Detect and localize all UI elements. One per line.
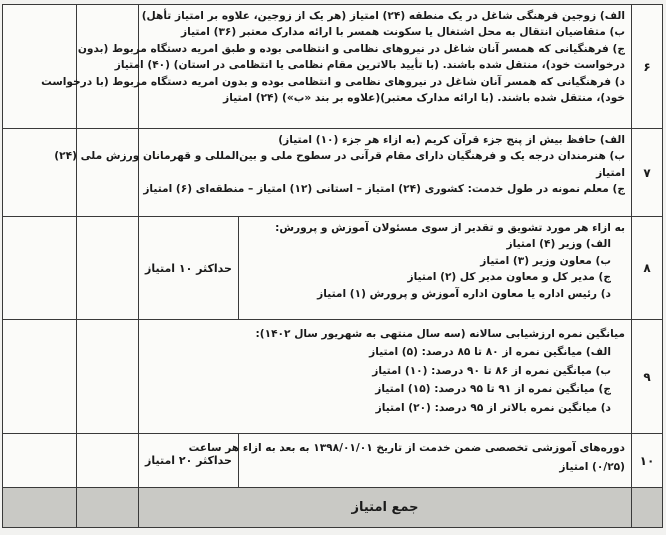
- max-score: حداکثر ۱۰ امتیاز: [139, 217, 239, 320]
- table-row: [3, 217, 663, 320]
- row-criteria: [41, 5, 632, 129]
- criteria-line: ج) مدیر کل و معاون مدیر کل (۲) امتیاز: [407, 271, 611, 284]
- criteria-line: د) فرهنگیانی که همسر آنان شاغل در نیروهای نظامی و انتظامی بوده و بدون امریه دستگاه مربوط (با درخواست: [41, 75, 625, 88]
- row-criteria: [239, 217, 632, 320]
- criteria-line: ج) میانگین نمره از ۹۱ تا ۹۵ درصد: (۱۵) امتیاز: [375, 383, 611, 396]
- criteria-line: (۰/۲۵) امتیاز: [559, 461, 625, 474]
- criteria-line: د) رئیس اداره یا معاون اداره آموزش و پرورش (۱) امتیاز: [317, 287, 611, 300]
- empty-cell: [77, 434, 139, 488]
- empty-cell: [3, 488, 77, 528]
- row-number: ۸: [632, 217, 663, 320]
- empty-cell: [3, 217, 77, 320]
- criteria-line: دوره‌های آموزشی تخصصی ضمن خدمت از تاریخ ۱۳۹۸/۰۱/۰۱ به بعد به ازاء هر ساعت: [188, 442, 625, 454]
- row-number: ۹: [632, 320, 663, 434]
- criteria-line: درخواست خود)، منتقل شده باشند. (با تأیید بالاترین مقام نظامی یا انتظامی در استان) (۴۰) امتیاز: [114, 59, 625, 72]
- criteria-line: ب) معاون وزیر (۳) امتیاز: [480, 254, 611, 267]
- empty-cell: [3, 320, 77, 434]
- criteria-line: الف) میانگین نمره از ۸۰ تا ۸۵ درصد: (۵) امتیاز: [369, 346, 611, 359]
- criteria-line: خود)، منتقل شده باشند. (با ارائه مدارک معتبر)(علاوه بر بند «ب») (۲۴) امتیاز: [223, 92, 625, 105]
- table-row: [3, 129, 663, 217]
- total-label: جمع امتیاز: [139, 488, 632, 528]
- score-table: [2, 4, 663, 528]
- empty-cell: [77, 217, 139, 320]
- empty-cell: [3, 434, 77, 488]
- criteria-line: ب) متقاضیان انتقال به محل اشتغال یا سکونت همسر با ارائه مدارک معتبر (۳۶) امتیاز: [181, 26, 625, 39]
- max-score: حداکثر ۲۰ امتیاز: [139, 434, 239, 488]
- criteria-line: الف) حافظ بیش از پنج جزء قرآن کریم (به ازاء هر جزء (۱۰) امتیاز): [278, 134, 625, 146]
- criteria-line: ج) فرهنگیانی که همسر آنان شاغل در نیروهای نظامی و انتظامی بوده و طبق امریه دستگاه مربوط (بدون: [77, 42, 625, 55]
- table-row: [3, 5, 663, 129]
- empty-cell: [77, 129, 139, 217]
- row-number: ۷: [632, 129, 663, 217]
- empty-cell: [3, 129, 77, 217]
- criteria-line: ج) معلم نمونه در طول خدمت: کشوری (۲۴) امتیاز – استانی (۱۲) امتیاز – منطقه‌ای (۶) امتیاز: [143, 183, 625, 196]
- empty-cell: [77, 320, 139, 434]
- table-row: [3, 320, 663, 434]
- row-number: ۱۰: [632, 434, 663, 488]
- total-row: [3, 488, 663, 528]
- row-number: ۶: [632, 5, 663, 129]
- empty-cell: [77, 488, 139, 528]
- criteria-line: ب) هنرمندان درجه یک و فرهنگیان دارای مقام قرآنی در سطوح ملی و بین‌المللی و قهرمانان ورزش ملی (۲۴): [54, 150, 625, 163]
- criteria-line: الف) وزیر (۴) امتیاز: [506, 238, 611, 251]
- criteria-line: به ازاء هر مورد تشویق و تقدیر از سوی مسئولان آموزش و پرورش:: [275, 222, 625, 234]
- empty-cell: [3, 5, 77, 129]
- row-criteria: [139, 320, 632, 434]
- empty-cell: [632, 488, 663, 528]
- row-criteria: [54, 129, 632, 217]
- criteria-line: د) میانگین نمره بالاتر از ۹۵ درصد: (۲۰) امتیاز: [375, 401, 611, 414]
- criteria-line: میانگین نمره ارزشیابی سالانه (سه سال منتهی به شهریور سال ۱۴۰۲):: [255, 328, 625, 340]
- criteria-line: امتیاز: [596, 166, 625, 179]
- criteria-line: الف) زوجین فرهنگی شاغل در یک منطقه (۲۴) امتیاز (هر یک از زوجین، علاوه بر امتیاز تأهل): [141, 10, 625, 22]
- table-row: [3, 434, 663, 488]
- criteria-line: ب) میانگین نمره از ۸۶ تا ۹۰ درصد: (۱۰) امتیاز: [372, 364, 611, 377]
